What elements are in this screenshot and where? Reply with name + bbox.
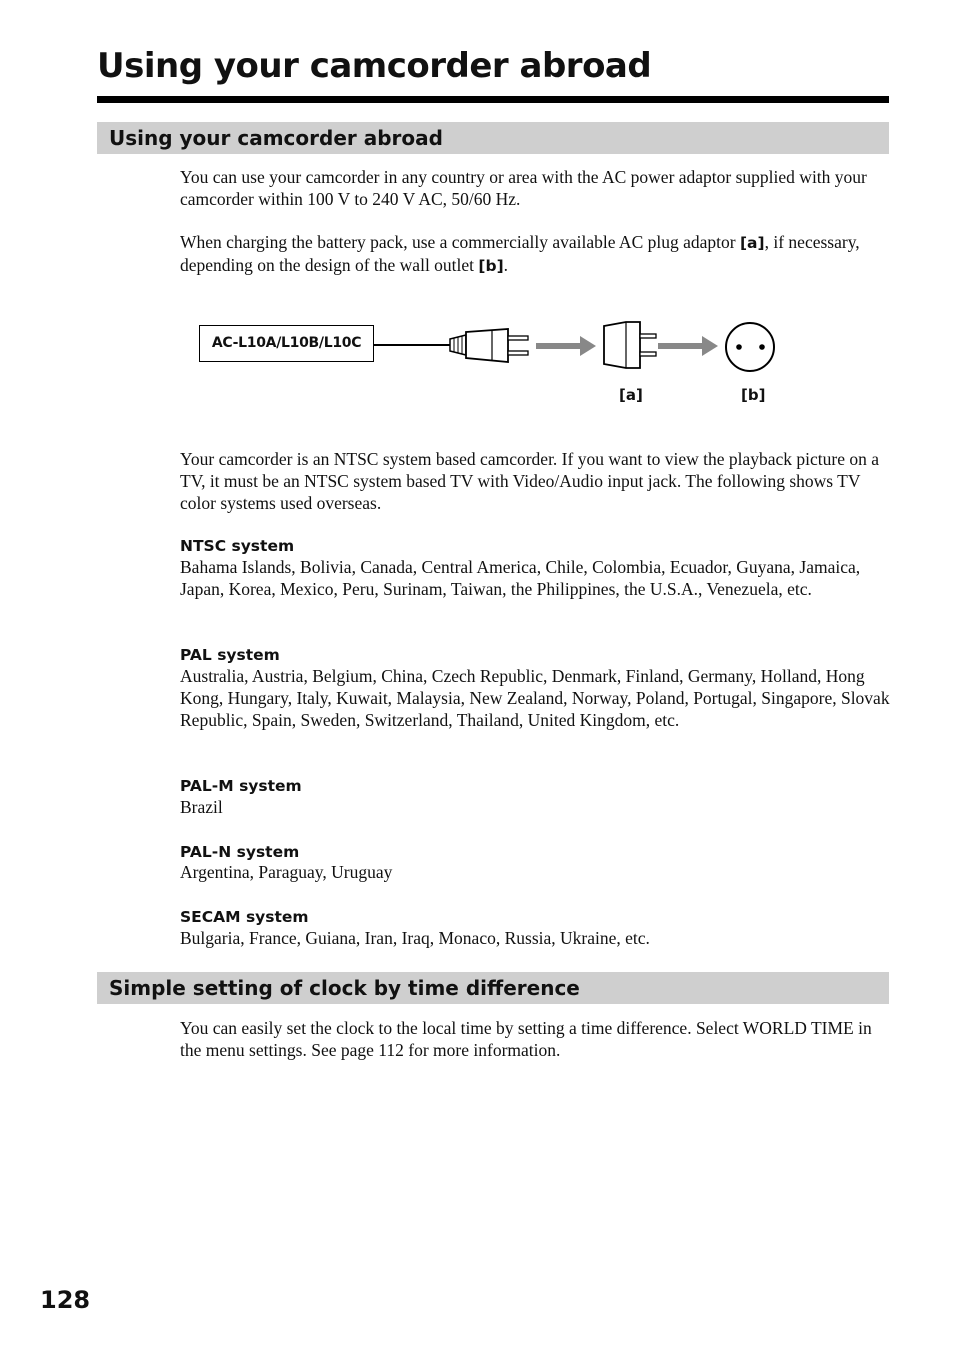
wall-outlet-icon: [726, 323, 774, 371]
pal-m-countries: Brazil: [180, 797, 223, 817]
adaptor-model-label: AC-L10A/L10B/L10C: [199, 325, 374, 362]
page-title: Using your camcorder abroad: [97, 46, 652, 86]
pal-m-heading: PAL-M system: [180, 777, 302, 795]
arrow-right-icon: [658, 336, 718, 356]
figure-label-a: [a]: [619, 386, 643, 404]
plug-adaptor-text-2: , if necessary, depending on the design of the wall outlet: [180, 232, 860, 275]
page-number: 128: [40, 1286, 91, 1314]
section-heading-clock: Simple setting of clock by time difference: [97, 972, 889, 1004]
secam-heading: SECAM system: [180, 908, 309, 926]
world-time-paragraph: You can easily set the clock to the local time by setting a time difference. Select WORLD TIME in the menu settings. See page 112 for more information.: [180, 1018, 872, 1060]
ref-b: [b]: [478, 256, 504, 275]
pal-countries: Australia, Austria, Belgium, China, Czech Republic, Denmark, Finland, Germany, Holland, Hong Kong, Hungary, Italy, Kuwait, Malaysia, New Zealand, Norway, Poland, Portugal, Singapore, Slovak Republic, Spain, Sweden, Switzerland, Thailand, United Kingdom, etc.: [180, 666, 890, 730]
ntsc-intro-paragraph: Your camcorder is an NTSC system based camcorder. If you want to view the playback picture on a TV, it must be an NTSC system based TV with Video/Audio input jack. The following shows TV color systems used overseas.: [180, 449, 880, 513]
section-heading-abroad: Using your camcorder abroad: [97, 122, 889, 154]
plug-adaptor-paragraph: [180, 232, 890, 278]
plug-adaptor-text-3: .: [503, 254, 509, 275]
pal-n-heading: PAL-N system: [180, 843, 300, 861]
pal-n-countries: Argentina, Paraguay, Uruguay: [180, 862, 393, 882]
power-plug-icon: [450, 329, 528, 362]
plug-adaptor-icon: [604, 322, 656, 368]
arrow-right-icon: [536, 336, 596, 356]
figure-label-b: [b]: [741, 386, 766, 404]
ref-a: [a]: [739, 234, 765, 252]
plug-adaptor-text-1: When charging the battery pack, use a commercially available AC plug adaptor: [180, 232, 740, 252]
secam-countries: Bulgaria, France, Guiana, Iran, Iraq, Monaco, Russia, Ukraine, etc.: [180, 928, 650, 948]
ntsc-heading: NTSC system: [180, 537, 295, 555]
pal-heading: PAL system: [180, 646, 280, 664]
ntsc-countries: Bahama Islands, Bolivia, Canada, Central America, Chile, Colombia, Ecuador, Guyana, Jamaica, Japan, Korea, Mexico, Peru, Surinam, Taiwan, the Philippines, the U.S.A., Venezuela, etc.: [180, 557, 861, 599]
power-adaptor-paragraph: You can use your camcorder in any country or area with the AC power adaptor supplied with your camcorder within 100 V to 240 V AC, 50/60 Hz.: [180, 167, 867, 209]
title-rule: [97, 96, 889, 103]
